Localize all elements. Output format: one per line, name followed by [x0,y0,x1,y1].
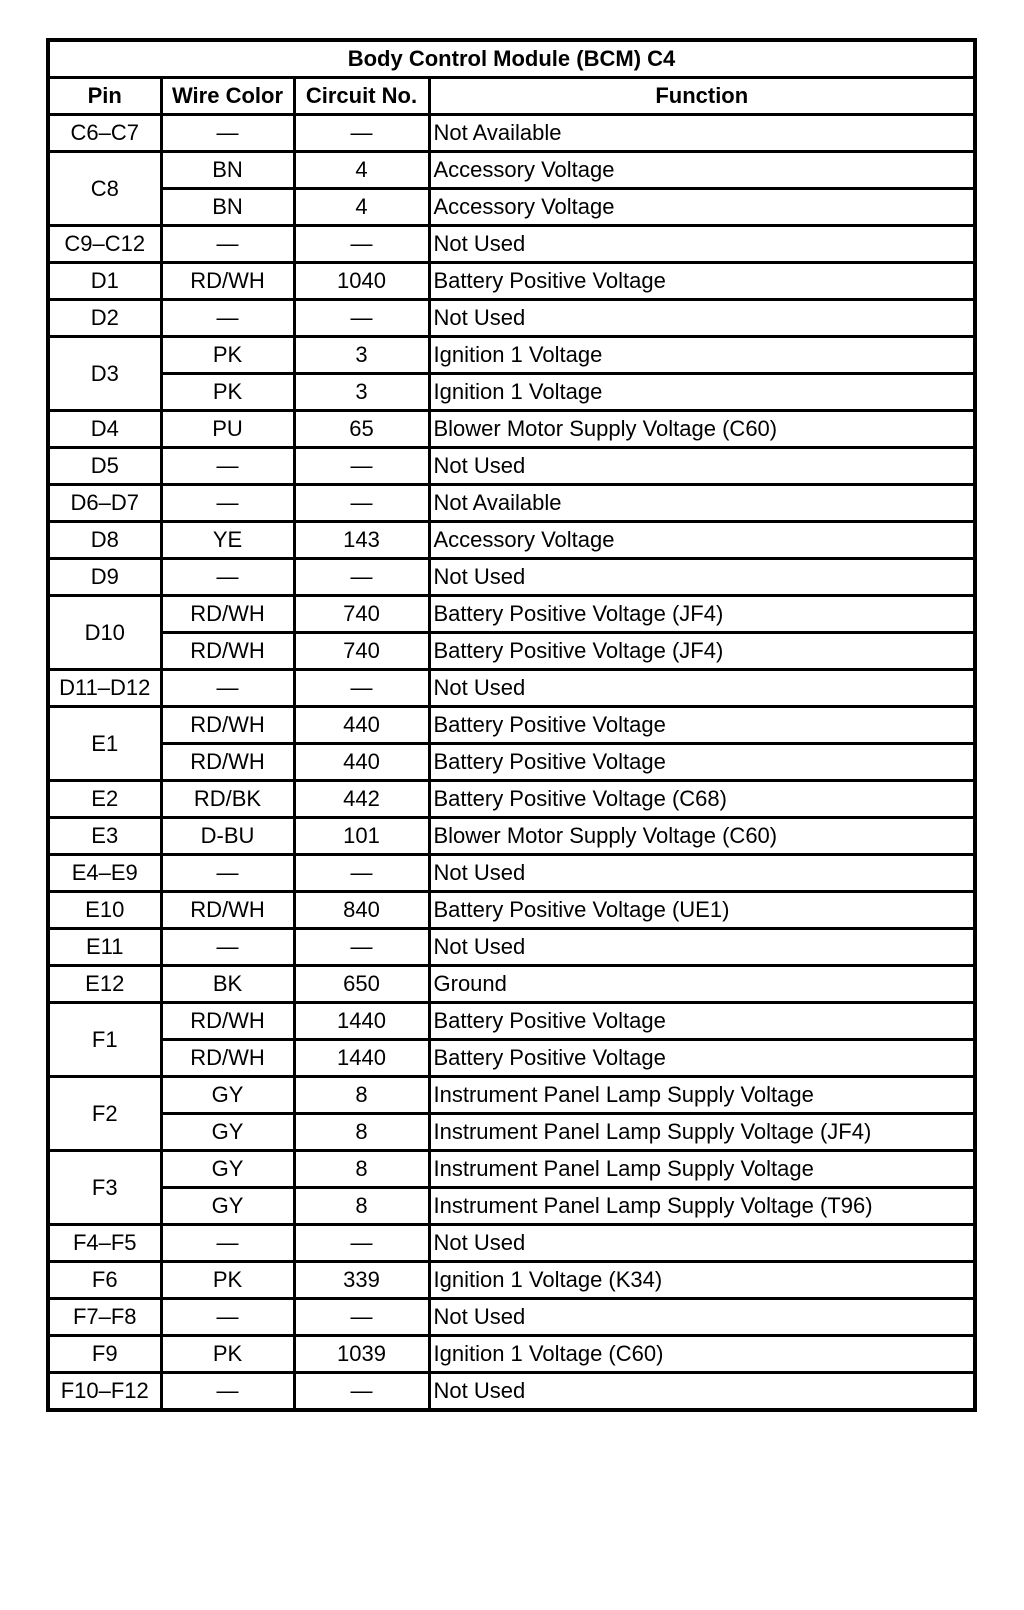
wire-color-cell: PK [161,1336,294,1373]
wire-color-cell: RD/WH [161,744,294,781]
circuit-no-cell: — [294,929,429,966]
table-row [48,1151,975,1188]
wire-color-cell: GY [161,1188,294,1225]
circuit-no-cell: — [294,670,429,707]
wire-color-cell: GY [161,1077,294,1114]
function-cell: Battery Positive Voltage (JF4) [429,633,975,670]
circuit-no-cell: 740 [294,633,429,670]
header-function: Function [429,78,975,115]
pin-cell: D8 [48,522,161,559]
circuit-no-cell: 65 [294,411,429,448]
wire-color-cell: RD/WH [161,1003,294,1040]
wire-color-cell: — [161,929,294,966]
wire-color-cell: BK [161,966,294,1003]
circuit-no-cell: — [294,559,429,596]
wire-color-cell: — [161,855,294,892]
table-row [48,929,975,966]
function-cell: Accessory Voltage [429,522,975,559]
table-body [48,115,975,1411]
circuit-no-cell: — [294,226,429,263]
pin-cell: F6 [48,1262,161,1299]
pin-cell: D4 [48,411,161,448]
circuit-no-cell: 840 [294,892,429,929]
function-cell: Not Used [429,1299,975,1336]
table-row [48,411,975,448]
pin-cell: F4–F5 [48,1225,161,1262]
wire-color-cell: BN [161,152,294,189]
function-cell: Not Used [429,300,975,337]
table-row [48,744,975,781]
wire-color-cell: PK [161,374,294,411]
circuit-no-cell: 4 [294,152,429,189]
pin-cell: E3 [48,818,161,855]
table-row [48,1114,975,1151]
header-row [48,78,975,115]
circuit-no-cell: 101 [294,818,429,855]
function-cell: Battery Positive Voltage [429,263,975,300]
wire-color-cell: — [161,226,294,263]
table-row [48,1373,975,1411]
table-row [48,485,975,522]
circuit-no-cell: 1040 [294,263,429,300]
wire-color-cell: PU [161,411,294,448]
pin-cell: F7–F8 [48,1299,161,1336]
wire-color-cell: — [161,1299,294,1336]
function-cell: Not Used [429,226,975,263]
wire-color-cell: — [161,300,294,337]
table-row [48,448,975,485]
circuit-no-cell: 1039 [294,1336,429,1373]
table-row [48,152,975,189]
wire-color-cell: — [161,1225,294,1262]
function-cell: Not Used [429,929,975,966]
table-row [48,633,975,670]
table-row [48,596,975,633]
pin-cell: D5 [48,448,161,485]
pin-cell: F9 [48,1336,161,1373]
table-row [48,670,975,707]
pin-cell: E4–E9 [48,855,161,892]
wire-color-cell: RD/WH [161,707,294,744]
pin-cell: E11 [48,929,161,966]
table-row [48,300,975,337]
pin-cell: E10 [48,892,161,929]
table-row [48,559,975,596]
pin-cell: D3 [48,337,161,411]
wire-color-cell: GY [161,1114,294,1151]
pin-cell: C6–C7 [48,115,161,152]
wire-color-cell: D-BU [161,818,294,855]
function-cell: Ignition 1 Voltage (K34) [429,1262,975,1299]
wire-color-cell: BN [161,189,294,226]
function-cell: Not Available [429,485,975,522]
table-row [48,707,975,744]
wire-color-cell: PK [161,337,294,374]
table-row [48,1003,975,1040]
circuit-no-cell: — [294,300,429,337]
table-row [48,1262,975,1299]
table-row [48,855,975,892]
title-row [48,40,975,78]
function-cell: Battery Positive Voltage (C68) [429,781,975,818]
circuit-no-cell: 8 [294,1077,429,1114]
function-cell: Ignition 1 Voltage (C60) [429,1336,975,1373]
header-wire-color: Wire Color [161,78,294,115]
function-cell: Not Used [429,1225,975,1262]
table-row [48,892,975,929]
table-row [48,1225,975,1262]
wire-color-cell: — [161,1373,294,1411]
pin-cell: C8 [48,152,161,226]
circuit-no-cell: 440 [294,707,429,744]
wire-color-cell: — [161,448,294,485]
circuit-no-cell: 650 [294,966,429,1003]
pin-cell: D2 [48,300,161,337]
pin-cell: D9 [48,559,161,596]
wire-color-cell: GY [161,1151,294,1188]
pin-cell: E12 [48,966,161,1003]
function-cell: Instrument Panel Lamp Supply Voltage [429,1151,975,1188]
pin-cell: D1 [48,263,161,300]
circuit-no-cell: 1440 [294,1003,429,1040]
wire-color-cell: — [161,115,294,152]
function-cell: Battery Positive Voltage [429,1003,975,1040]
pin-cell: F1 [48,1003,161,1077]
function-cell: Ignition 1 Voltage [429,337,975,374]
circuit-no-cell: — [294,1299,429,1336]
pin-cell: F3 [48,1151,161,1225]
circuit-no-cell: 8 [294,1188,429,1225]
wire-color-cell: YE [161,522,294,559]
table-row [48,781,975,818]
pin-cell: F2 [48,1077,161,1151]
table-row [48,337,975,374]
circuit-no-cell: 339 [294,1262,429,1299]
pin-cell: E2 [48,781,161,818]
circuit-no-cell: — [294,448,429,485]
pin-cell: C9–C12 [48,226,161,263]
function-cell: Battery Positive Voltage [429,707,975,744]
function-cell: Blower Motor Supply Voltage (C60) [429,818,975,855]
circuit-no-cell: — [294,485,429,522]
circuit-no-cell: 442 [294,781,429,818]
function-cell: Blower Motor Supply Voltage (C60) [429,411,975,448]
bcm-connector-table [46,38,977,1412]
function-cell: Not Used [429,448,975,485]
circuit-no-cell: 143 [294,522,429,559]
table-row [48,1077,975,1114]
circuit-no-cell: 8 [294,1151,429,1188]
wire-color-cell: — [161,670,294,707]
wire-color-cell: — [161,559,294,596]
circuit-no-cell: 8 [294,1114,429,1151]
wire-color-cell: — [161,485,294,522]
function-cell: Battery Positive Voltage [429,1040,975,1077]
circuit-no-cell: 3 [294,374,429,411]
table-row [48,226,975,263]
function-cell: Accessory Voltage [429,152,975,189]
circuit-no-cell: — [294,855,429,892]
function-cell: Not Available [429,115,975,152]
circuit-no-cell: — [294,1225,429,1262]
pin-cell: D11–D12 [48,670,161,707]
pin-cell: D10 [48,596,161,670]
wire-color-cell: RD/WH [161,633,294,670]
function-cell: Instrument Panel Lamp Supply Voltage (T96) [429,1188,975,1225]
function-cell: Not Used [429,1373,975,1411]
circuit-no-cell: — [294,115,429,152]
table-row [48,1336,975,1373]
table-row [48,189,975,226]
pin-cell: D6–D7 [48,485,161,522]
table-row [48,263,975,300]
table-row [48,818,975,855]
circuit-no-cell: 440 [294,744,429,781]
circuit-no-cell: — [294,1373,429,1411]
wire-color-cell: RD/WH [161,263,294,300]
function-cell: Battery Positive Voltage (JF4) [429,596,975,633]
function-cell: Ground [429,966,975,1003]
pin-cell: E1 [48,707,161,781]
table-row [48,374,975,411]
function-cell: Not Used [429,559,975,596]
table-row [48,115,975,152]
header-pin: Pin [48,78,161,115]
function-cell: Not Used [429,855,975,892]
table-row [48,1188,975,1225]
wire-color-cell: RD/WH [161,596,294,633]
function-cell: Battery Positive Voltage [429,744,975,781]
function-cell: Battery Positive Voltage (UE1) [429,892,975,929]
table-row [48,1040,975,1077]
function-cell: Instrument Panel Lamp Supply Voltage [429,1077,975,1114]
function-cell: Instrument Panel Lamp Supply Voltage (JF4) [429,1114,975,1151]
circuit-no-cell: 3 [294,337,429,374]
wire-color-cell: RD/BK [161,781,294,818]
wire-color-cell: RD/WH [161,1040,294,1077]
circuit-no-cell: 4 [294,189,429,226]
table-row [48,1299,975,1336]
table-row [48,522,975,559]
wire-color-cell: PK [161,1262,294,1299]
table-title: Body Control Module (BCM) C4 [48,40,975,78]
function-cell: Ignition 1 Voltage [429,374,975,411]
circuit-no-cell: 1440 [294,1040,429,1077]
pin-cell: F10–F12 [48,1373,161,1411]
wire-color-cell: RD/WH [161,892,294,929]
function-cell: Not Used [429,670,975,707]
circuit-no-cell: 740 [294,596,429,633]
function-cell: Accessory Voltage [429,189,975,226]
table-row [48,966,975,1003]
header-circuit-no: Circuit No. [294,78,429,115]
